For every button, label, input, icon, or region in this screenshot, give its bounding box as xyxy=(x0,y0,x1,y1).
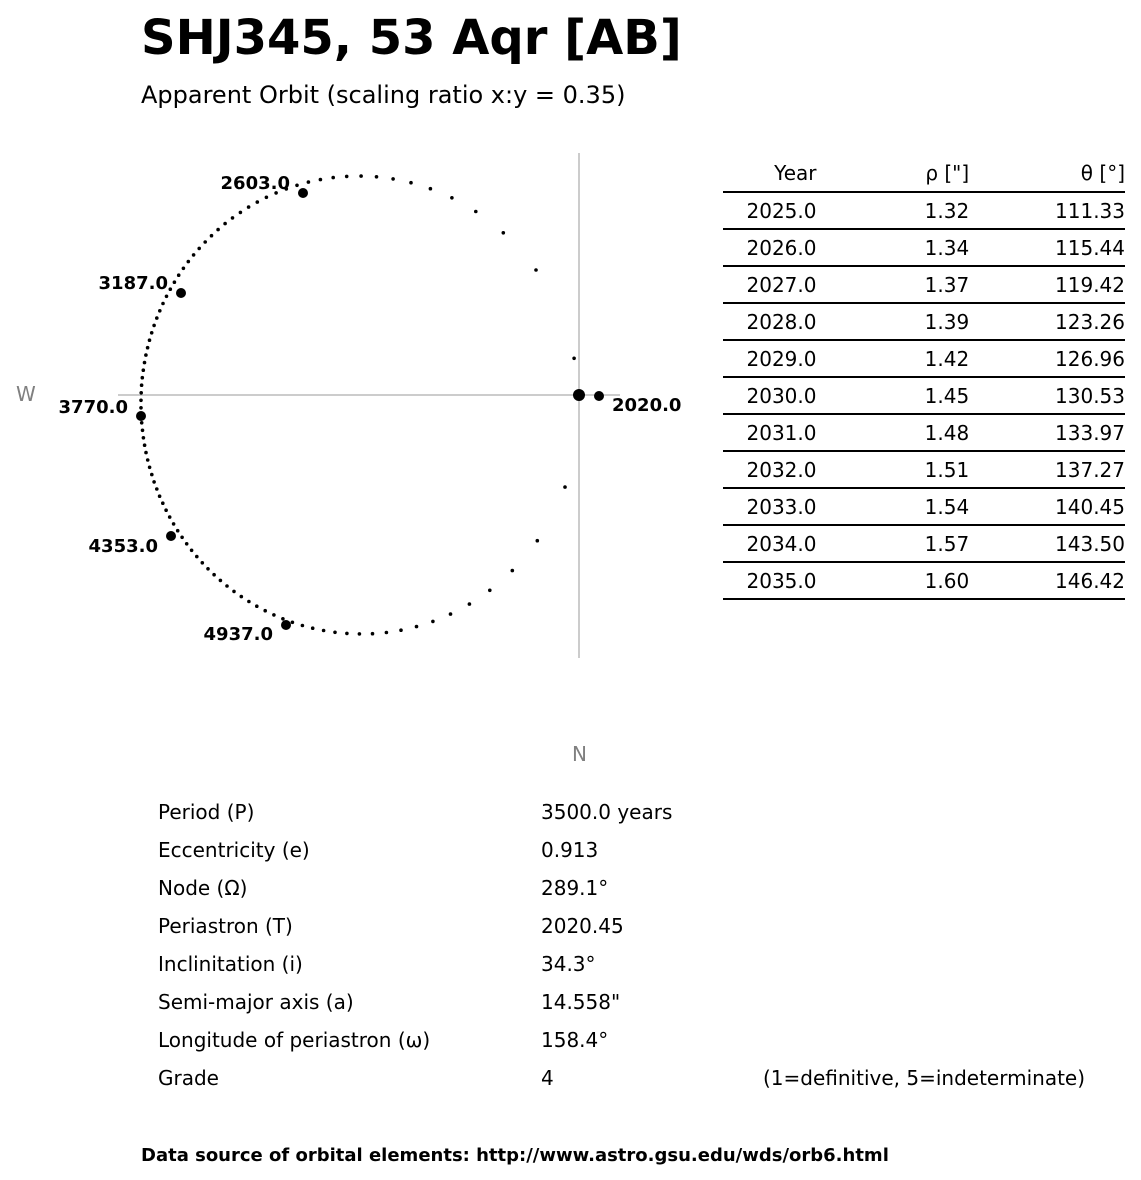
epoch-marker xyxy=(298,188,308,198)
table-cell: 1.57 xyxy=(816,525,969,562)
orbit-point xyxy=(142,368,146,372)
orbit-point xyxy=(247,600,251,604)
epoch-label: 4937.0 xyxy=(203,624,273,645)
table-cell: 119.42 xyxy=(969,266,1125,303)
orbit-point xyxy=(429,187,433,191)
orbit-point xyxy=(152,324,156,328)
epoch-marker xyxy=(136,411,146,421)
orbit-point xyxy=(536,539,540,543)
orbit-point xyxy=(239,211,243,215)
orbit-point xyxy=(219,579,223,583)
orbit-point xyxy=(359,174,363,178)
orbit-point xyxy=(177,273,181,277)
ephemeris-table xyxy=(723,155,1125,600)
orbit-point xyxy=(144,353,148,357)
orbit-point xyxy=(192,253,196,257)
table-cell: 143.50 xyxy=(969,525,1125,562)
table-row xyxy=(723,192,1125,229)
element-value: 34.3° xyxy=(541,952,596,976)
orbit-point xyxy=(164,508,168,512)
orbit-point xyxy=(399,628,403,632)
orbit-point xyxy=(322,629,326,633)
element-label: Grade xyxy=(158,1066,219,1090)
orbit-point xyxy=(140,421,144,425)
table-row xyxy=(723,562,1125,599)
orbit-point xyxy=(502,231,506,235)
orbit-point xyxy=(158,309,162,313)
table-cell: 1.45 xyxy=(816,377,969,414)
table-cell: 130.53 xyxy=(969,377,1125,414)
column-header: ρ ["] xyxy=(816,155,969,192)
orbit-point xyxy=(431,620,435,624)
element-label: Periastron (T) xyxy=(158,914,293,938)
table-header-row xyxy=(723,155,1125,192)
table-cell: 115.44 xyxy=(969,229,1125,266)
table-row xyxy=(723,414,1125,451)
epoch-label: 2020.0 xyxy=(612,395,682,416)
epoch-marker xyxy=(176,288,186,298)
orbit-point xyxy=(358,632,362,636)
orbit-point xyxy=(563,485,567,489)
orbit-point xyxy=(291,621,295,625)
orbit-point xyxy=(176,529,180,533)
orbit-point xyxy=(231,216,235,220)
orbit-point xyxy=(141,429,145,433)
orbit-point xyxy=(155,316,159,320)
orbit-point xyxy=(173,280,177,284)
orbit-point xyxy=(210,234,214,238)
orbit-point xyxy=(263,609,267,613)
orbit-point xyxy=(345,632,349,636)
orbit-point xyxy=(511,569,515,573)
orbit-point xyxy=(385,631,389,635)
table-cell: 1.34 xyxy=(816,229,969,266)
orbit-point xyxy=(143,361,147,365)
table-cell: 1.60 xyxy=(816,562,969,599)
orbit-point xyxy=(197,247,201,251)
orbit-point xyxy=(301,624,305,628)
orbit-point xyxy=(415,625,419,629)
orbit-point xyxy=(161,501,165,505)
orbit-point xyxy=(206,567,210,571)
table-row xyxy=(723,451,1125,488)
table-cell: 2025.0 xyxy=(723,192,816,229)
orbit-point xyxy=(223,222,227,226)
table-cell: 133.97 xyxy=(969,414,1125,451)
element-label: Node (Ω) xyxy=(158,876,248,900)
orbit-point xyxy=(319,178,323,182)
orbit-point xyxy=(144,451,148,455)
orbit-point xyxy=(146,458,150,462)
table-cell: 2026.0 xyxy=(723,229,816,266)
table-cell: 1.37 xyxy=(816,266,969,303)
table-cell: 1.39 xyxy=(816,303,969,340)
orbit-point xyxy=(212,573,216,577)
orbit-point xyxy=(225,584,229,588)
orbit-point xyxy=(450,196,454,200)
element-label: Period (P) xyxy=(158,800,255,824)
orbit-point xyxy=(169,287,173,291)
orbit-point xyxy=(140,383,144,387)
table-cell: 2027.0 xyxy=(723,266,816,303)
table-row xyxy=(723,377,1125,414)
orbit-point xyxy=(187,260,191,264)
orbit-point xyxy=(240,595,244,599)
table-row xyxy=(723,488,1125,525)
table-cell: 126.96 xyxy=(969,340,1125,377)
page-title: SHJ345, 53 Aqr [AB] xyxy=(141,10,682,66)
orbit-point xyxy=(216,228,220,232)
table-cell: 111.33 xyxy=(969,192,1125,229)
orbit-point xyxy=(449,612,453,616)
column-header: θ [°] xyxy=(969,155,1125,192)
orbit-point xyxy=(146,346,150,350)
table-cell: 1.51 xyxy=(816,451,969,488)
orbit-point xyxy=(281,617,285,621)
orbit-point xyxy=(182,267,186,271)
column-header: Year xyxy=(723,155,816,192)
orbit-point xyxy=(203,240,207,244)
data-source-footer: Data source of orbital elements: http://www.astro.gsu.edu/wds/orb6.html xyxy=(141,1145,889,1166)
orbit-point xyxy=(143,443,147,447)
orbit-point xyxy=(158,494,162,498)
element-label: Inclinitation (i) xyxy=(158,952,303,976)
table-cell: 123.26 xyxy=(969,303,1125,340)
epoch-label: 4353.0 xyxy=(88,536,158,557)
orbit-point xyxy=(155,487,159,491)
orbit-point xyxy=(333,631,337,635)
orbit-point xyxy=(142,436,146,440)
page-subtitle: Apparent Orbit (scaling ratio x:y = 0.35) xyxy=(141,81,626,109)
table-row xyxy=(723,303,1125,340)
table-cell: 1.42 xyxy=(816,340,969,377)
orbit-point xyxy=(180,536,184,540)
orbit-point xyxy=(148,466,152,470)
orbit-point xyxy=(409,181,413,185)
orbit-point xyxy=(139,391,143,395)
north-axis-label: N xyxy=(572,742,587,766)
orbit-point xyxy=(195,555,199,559)
orbit-point xyxy=(152,480,156,484)
table-cell: 1.54 xyxy=(816,488,969,525)
table-cell: 140.45 xyxy=(969,488,1125,525)
orbit-point xyxy=(488,589,492,593)
table-row xyxy=(723,525,1125,562)
orbit-point xyxy=(572,357,576,361)
orbit-point xyxy=(371,632,375,636)
table-cell: 2033.0 xyxy=(723,488,816,525)
element-label: Semi-major axis (a) xyxy=(158,990,354,1014)
epoch-marker xyxy=(594,391,604,401)
table-cell: 146.42 xyxy=(969,562,1125,599)
west-axis-label: W xyxy=(16,382,36,406)
orbit-point xyxy=(255,604,259,608)
table-cell: 2035.0 xyxy=(723,562,816,599)
orbit-point xyxy=(534,268,538,272)
epoch-marker xyxy=(281,620,291,630)
element-value: 3500.0 years xyxy=(541,800,673,824)
orbit-point xyxy=(232,590,236,594)
element-value: 14.558" xyxy=(541,990,621,1014)
orbit-point xyxy=(474,210,478,214)
table-cell: 2034.0 xyxy=(723,525,816,562)
table-cell: 1.32 xyxy=(816,192,969,229)
epoch-label: 2603.0 xyxy=(220,173,290,194)
table-row xyxy=(723,229,1125,266)
table-cell: 2031.0 xyxy=(723,414,816,451)
element-value: 2020.45 xyxy=(541,914,624,938)
orbit-point xyxy=(468,602,472,606)
epoch-label: 3770.0 xyxy=(58,397,128,418)
orbit-point xyxy=(150,473,154,477)
epoch-label: 3187.0 xyxy=(98,273,168,294)
table-cell: 2030.0 xyxy=(723,377,816,414)
orbit-point xyxy=(185,542,189,546)
orbit-point xyxy=(150,331,154,335)
orbit-point xyxy=(272,613,276,617)
orbit-point xyxy=(201,561,205,565)
table-row xyxy=(723,266,1125,303)
orbit-point xyxy=(265,196,269,200)
orbit-point xyxy=(255,200,259,204)
orbit-point xyxy=(345,175,349,179)
element-value: 4 xyxy=(541,1066,554,1090)
orbit-point xyxy=(172,522,176,526)
orbit-point xyxy=(375,175,379,179)
element-value: 0.913 xyxy=(541,838,599,862)
grade-note: (1=definitive, 5=indeterminate) xyxy=(763,1066,1086,1090)
table-cell: 2028.0 xyxy=(723,303,816,340)
orbit-point xyxy=(391,177,395,181)
orbit-point xyxy=(139,399,143,403)
orbit-point xyxy=(139,406,143,410)
orbit-point xyxy=(141,376,145,380)
orbit-point xyxy=(307,180,311,184)
element-value: 289.1° xyxy=(541,876,609,900)
element-label: Longitude of periastron (ω) xyxy=(158,1028,431,1052)
orbit-point xyxy=(331,176,335,180)
table-row xyxy=(723,340,1125,377)
primary-star xyxy=(573,389,585,401)
table-cell: 2029.0 xyxy=(723,340,816,377)
element-label: Eccentricity (e) xyxy=(158,838,310,862)
orbit-point xyxy=(295,184,299,188)
table-cell: 2032.0 xyxy=(723,451,816,488)
orbit-point xyxy=(311,626,315,630)
table-cell: 137.27 xyxy=(969,451,1125,488)
epoch-marker xyxy=(166,531,176,541)
table-cell: 1.48 xyxy=(816,414,969,451)
element-value: 158.4° xyxy=(541,1028,609,1052)
orbit-point xyxy=(190,549,194,553)
orbit-point xyxy=(165,295,169,299)
orbit-point xyxy=(247,205,251,209)
orbit-point xyxy=(148,338,152,342)
orbit-point xyxy=(168,515,172,519)
orbit-point xyxy=(161,302,165,306)
